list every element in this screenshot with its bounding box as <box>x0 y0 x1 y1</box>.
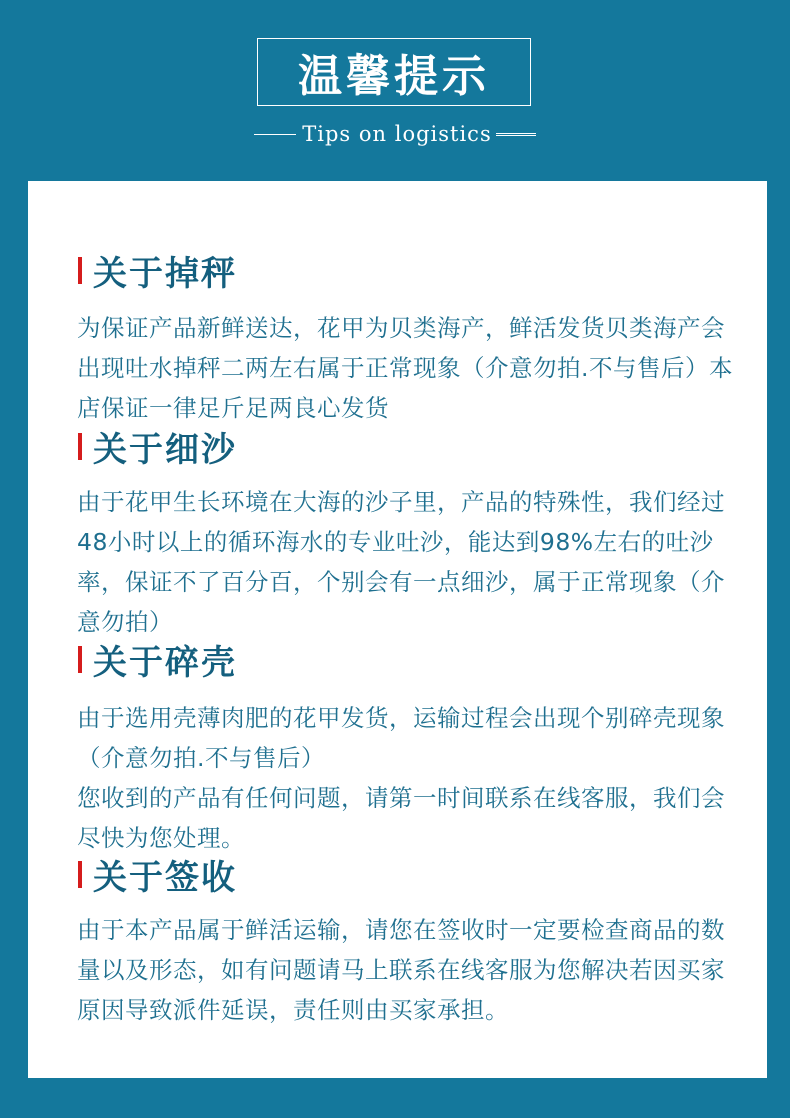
section-title: 关于细沙 <box>93 429 237 470</box>
section-body-weight-loss <box>77 308 737 428</box>
section-paragraph: 由于本产品属于鲜活运输，请您在签收时一定要检查商品的数量以及形态，如有问题请马上联系在线客服为您解决若因买家原因导致派件延误，责任则由买家承担。 <box>77 916 725 1024</box>
subtitle-left-rule <box>254 134 296 135</box>
section-heading-weight-loss <box>78 250 237 294</box>
section-body-fine-sand <box>77 482 737 642</box>
page-subtitle: Tips on logistics <box>302 122 492 146</box>
section-body-signing <box>77 910 737 1030</box>
section-title: 关于碎壳 <box>93 642 237 683</box>
section-accent-bar <box>78 257 82 284</box>
subtitle-right-rule <box>496 133 536 136</box>
section-accent-bar <box>78 433 82 460</box>
section-paragraph: 为保证产品新鲜送达，花甲为贝类海产，鲜活发货贝类海产会出现吐水掉秤二两左右属于正常现象（介意勿拍.不与售后）本店保证一律足斤足两良心发货 <box>77 314 733 422</box>
section-accent-bar <box>78 646 82 673</box>
section-accent-bar <box>78 861 82 888</box>
section-title: 关于签收 <box>93 857 237 898</box>
page-title: 温馨提示 <box>298 51 490 102</box>
section-heading-fine-sand <box>78 426 237 470</box>
content-card <box>28 181 767 1078</box>
section-body-broken-shell <box>77 698 737 858</box>
section-title: 关于掉秤 <box>93 253 237 294</box>
subtitle-row <box>0 122 790 146</box>
section-paragraph: 您收到的产品有任何问题，请第一时间联系在线客服，我们会尽快为您处理。 <box>77 784 725 852</box>
section-paragraph: 由于选用壳薄肉肥的花甲发货，运输过程会出现个别碎壳现象（介意勿拍.不与售后） <box>77 704 725 772</box>
section-heading-signing <box>78 854 237 898</box>
section-heading-broken-shell <box>78 639 237 683</box>
title-box <box>257 38 531 106</box>
section-paragraph: 由于花甲生长环境在大海的沙子里，产品的特殊性，我们经过48小时以上的循环海水的专业吐沙，能达到98%左右的吐沙率，保证不了百分百，个别会有一点细沙，属于正常现象（介意勿拍） <box>77 488 725 636</box>
